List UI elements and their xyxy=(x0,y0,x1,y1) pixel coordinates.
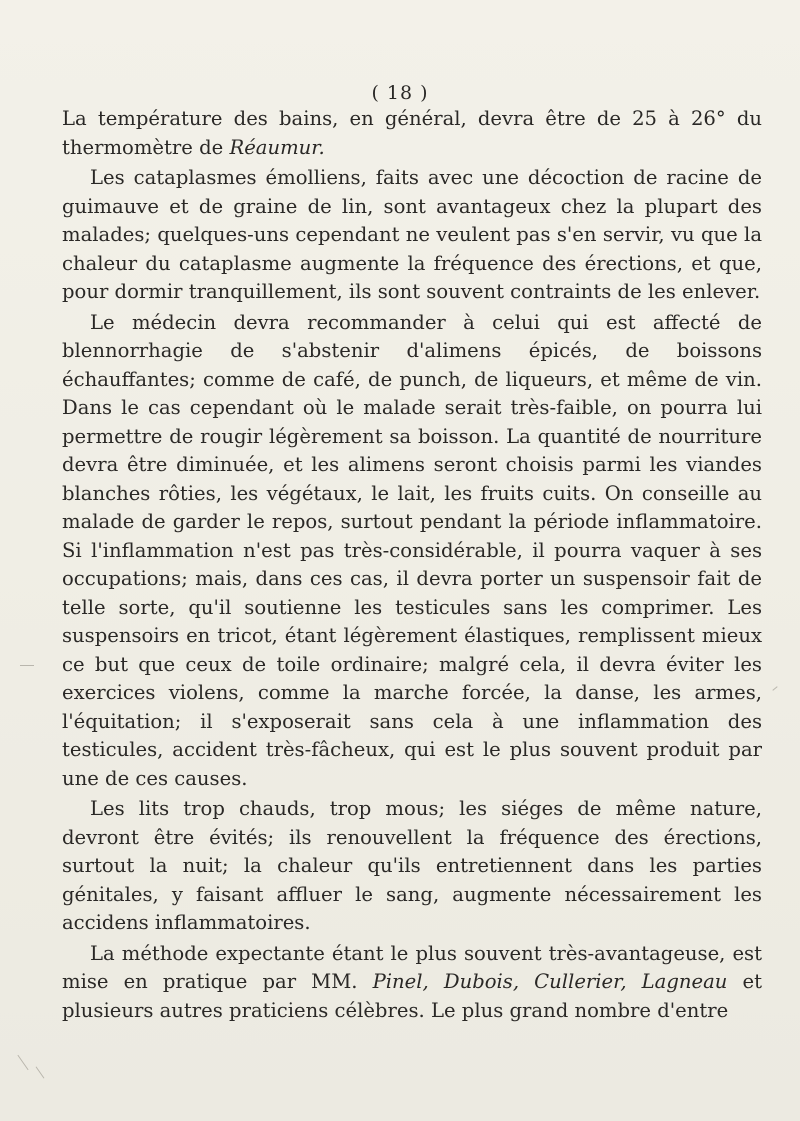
text-run: et plusieurs autres praticiens célèbres. Le plus grand nombre d'entre xyxy=(62,970,762,1022)
margin-mark xyxy=(772,686,777,691)
paragraph-beds xyxy=(62,795,762,938)
text-run-italic: Pinel, Dubois, Cullerier, Lagneau xyxy=(372,970,728,993)
margin-mark xyxy=(20,665,34,666)
margin-mark xyxy=(36,1066,45,1078)
margin-mark xyxy=(17,1055,28,1070)
paragraph-cataplasms xyxy=(62,164,762,307)
paragraph-physician-advice xyxy=(62,309,762,794)
body-text xyxy=(62,105,762,1025)
page-number: ( 18 ) xyxy=(371,82,429,104)
text-run: Les cataplasmes émolliens, faits avec une décoction de racine de guimauve et de graine de lin, sont avantageux chez la plupart des malades; quelques-uns cependant ne veulent pas s'en servir, vu que la chaleur du cataplasme augmente la fréquence des érections, et que, pour dormir tranquillement, ils sont souvent contraints de les enlever. xyxy=(62,166,762,303)
paragraph-expectant-method xyxy=(62,940,762,1026)
text-run: La température des bains, en général, devra être de 25 à 26° du thermomètre de xyxy=(62,107,762,159)
text-run: La méthode expectante étant le plus souvent très-avantageuse, est mise en pratique par MM. xyxy=(62,941,762,993)
paragraph-bath-temperature xyxy=(62,105,762,162)
text-run: Les lits trop chauds, trop mous; les siéges de même nature, devront être évités; ils renouvellent la fréquence des érections, surtout la nuit; la chaleur qu'ils entretiennent dans les parties génitales, y faisant affluer le sang, augmente nécessairement les accidens inflammatoires. xyxy=(62,797,762,934)
text-run: Le médecin devra recommander à celui qui est affecté de blennorrhagie de s'abstenir d'alimens épicés, de boissons échauffantes; comme de café, de punch, de liqueurs, et même de vin. Dans le cas cependant où le malade serait très-faible, on pourra lui permettre de rougir légèrement sa boisson. La quantité de nourriture devra être diminuée, et les alimens seront choisis parmi les viandes blanches rôties, les végétaux, le lait, les fruits cuits. On conseille au malade de garder le repos, surtout pendant la période inflammatoire. Si l'inflammation n'est pas très-considérable, il pourra vaquer à ses occupations; mais, dans ces cas, il devra porter un suspensoir fait de telle sorte, qu'il soutienne les testicules sans les comprimer. Les suspensoirs en tricot, étant légèrement élastiques, remplissent mieux ce but que ceux de toile ordinaire; malgré cela, il devra éviter les exercices violens, comme la marche forcée, la danse, les armes, l'équitation; il s'exposerait sans cela à une inflammation des testicules, accident très-fâcheux, qui est le plus souvent produit par une de ces causes. xyxy=(62,310,762,790)
text-run-italic: Réaumur. xyxy=(229,135,325,159)
